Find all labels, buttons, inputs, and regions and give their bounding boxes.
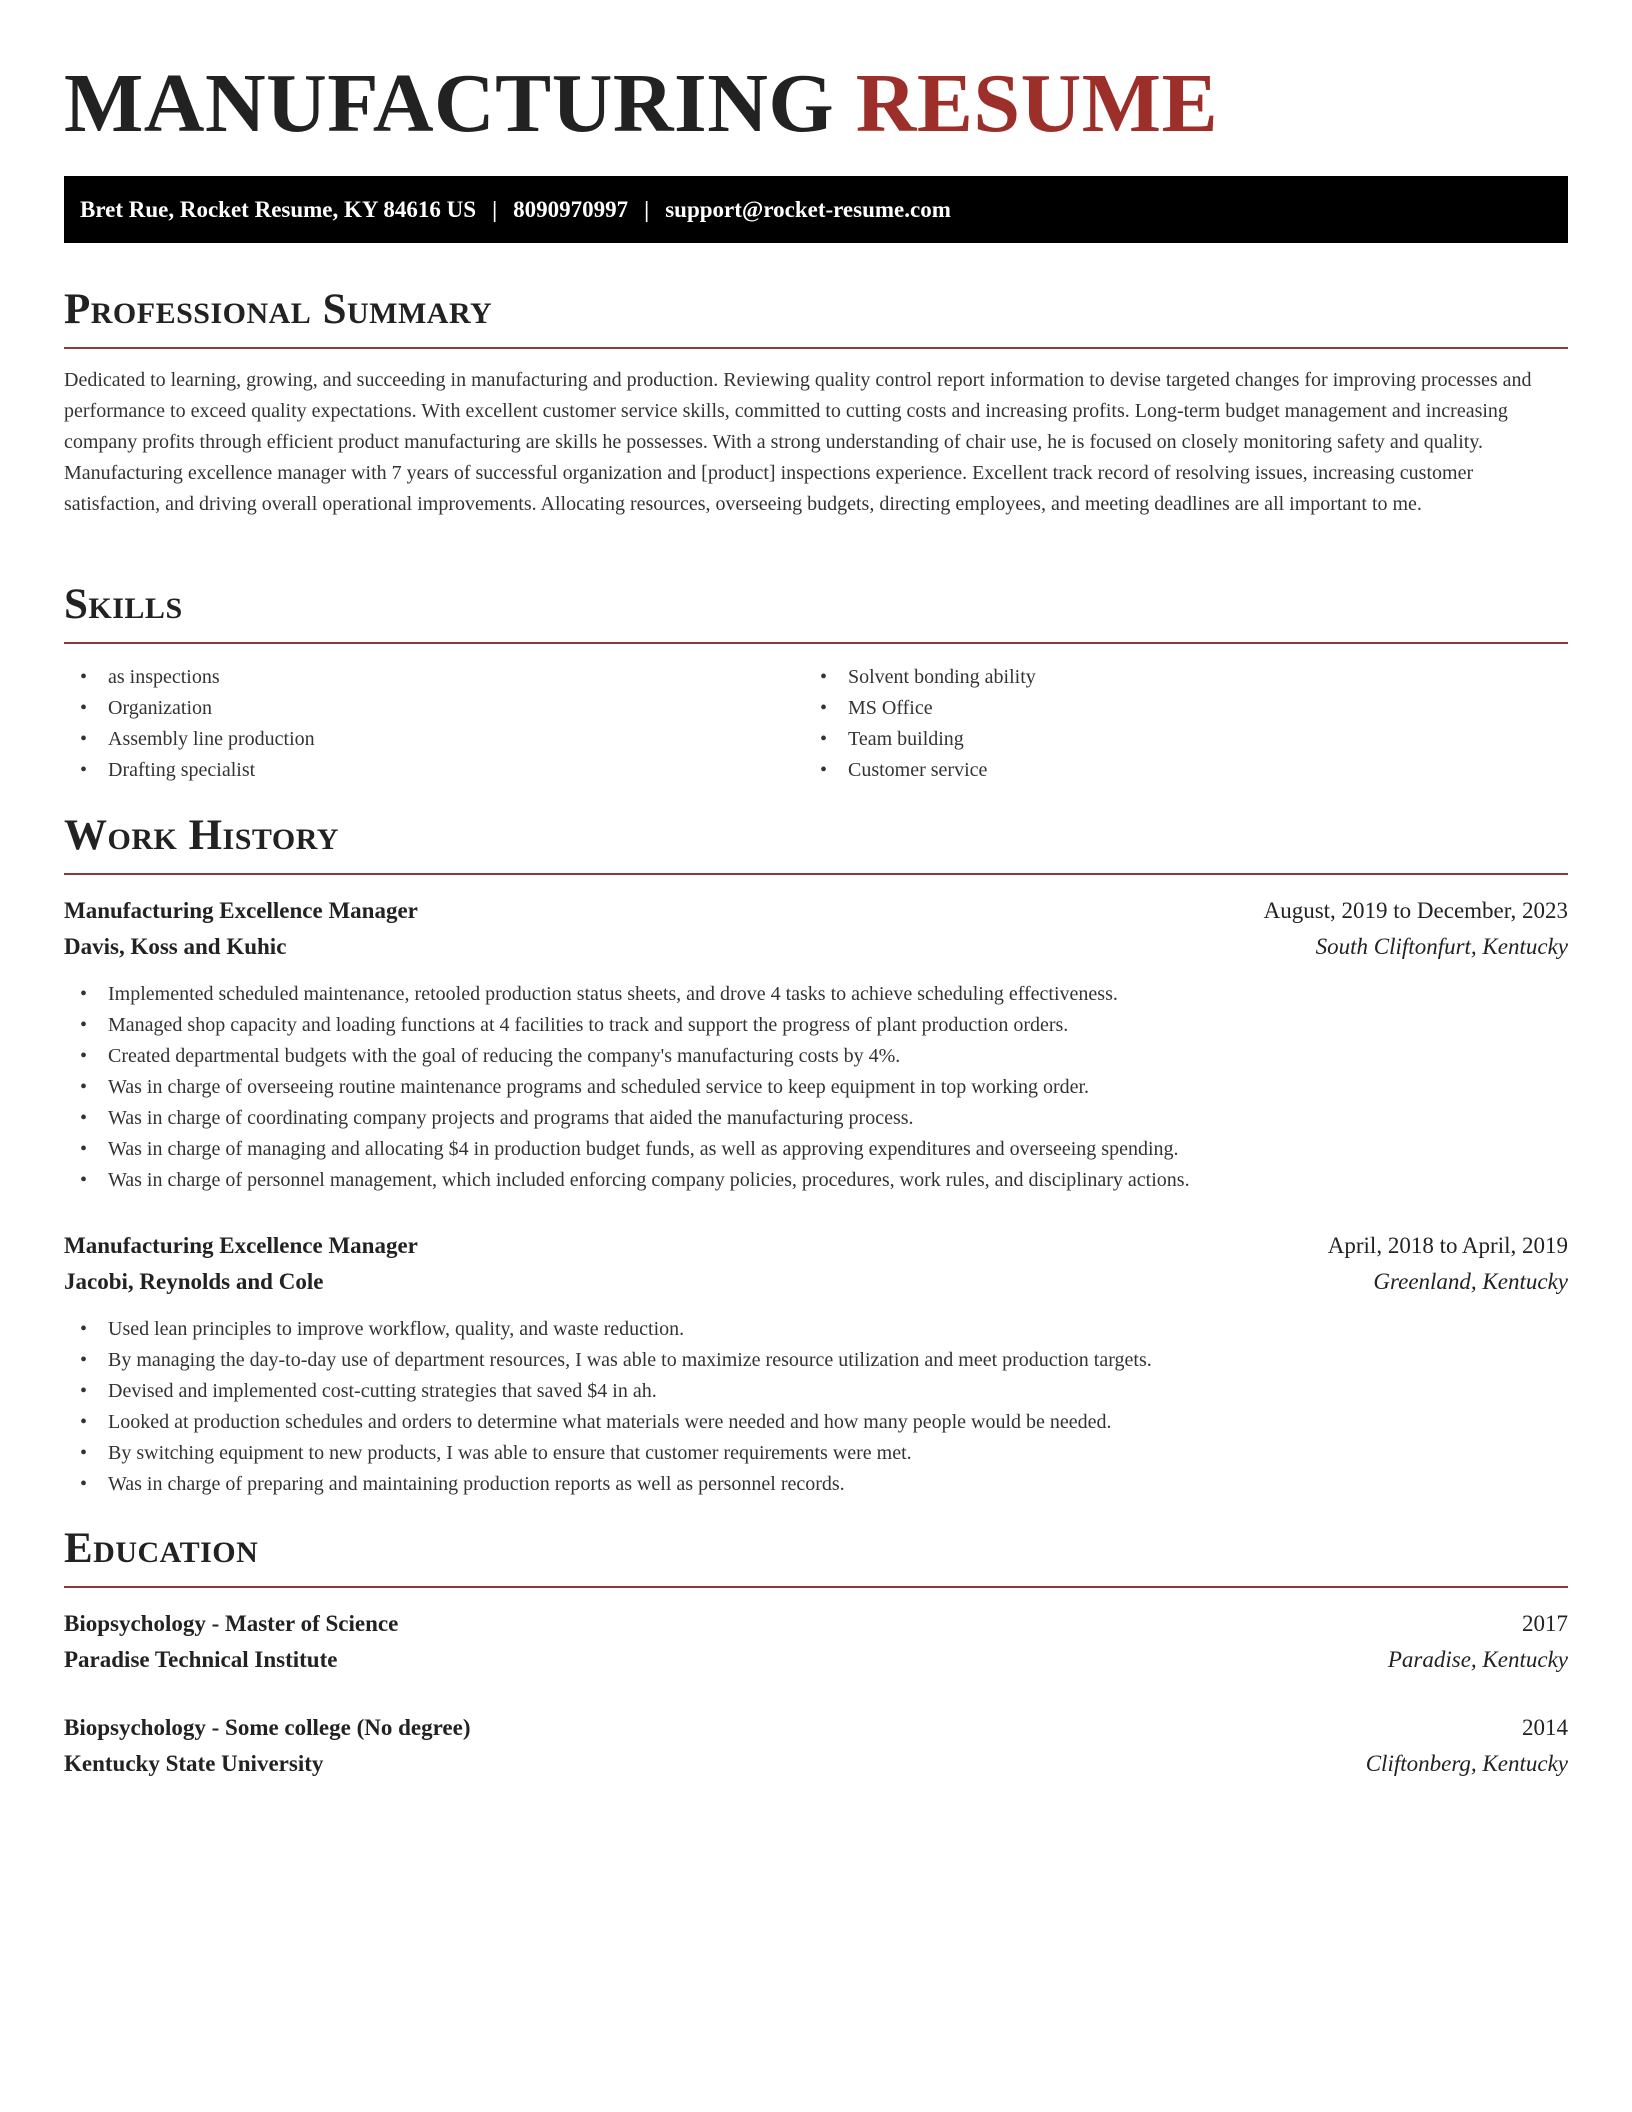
title-accent: RESUME <box>855 57 1219 150</box>
resume-title <box>64 56 1218 152</box>
skills-section <box>64 580 1568 786</box>
section-divider <box>64 347 1568 349</box>
job-bullet: • Looked at production schedules and orders to determine what materials were needed and how many people would be needed. <box>64 1407 1568 1438</box>
contact-address: Bret Rue, Rocket Resume, KY 84616 US <box>80 196 477 222</box>
summary-heading: Professional Summary <box>64 286 493 333</box>
skill-item: • Customer service <box>804 755 1544 786</box>
skill-item: • Organization <box>64 693 804 724</box>
work-history-section <box>64 811 1568 1500</box>
section-divider <box>64 873 1568 875</box>
job-bullet: • Was in charge of managing and allocating $4 in production budget funds, as well as approving expenditures and overseeing spending. <box>64 1134 1568 1165</box>
skills-column-left <box>64 662 804 786</box>
education-location: Cliftonberg, Kentucky <box>1365 1751 1568 1776</box>
job-bullet: • Was in charge of personnel management, which included enforcing company policies, procedures, work rules, and disciplinary actions. <box>64 1165 1568 1196</box>
skills-list <box>64 662 1568 786</box>
job-bullet: • Was in charge of coordinating company projects and programs that aided the manufacturing process. <box>64 1103 1568 1134</box>
skills-column-right <box>804 662 1544 786</box>
skill-item: • as inspections <box>64 662 804 693</box>
job-dates: April, 2018 to April, 2019 <box>1327 1233 1568 1258</box>
education-degree: Biopsychology - Some college (No degree) <box>64 1715 471 1740</box>
education-school: Paradise Technical Institute <box>64 1647 338 1672</box>
job-location: Greenland, Kentucky <box>1373 1269 1568 1294</box>
education-entry <box>64 1606 1568 1678</box>
work-history-heading: Work History <box>64 812 339 859</box>
education-entry <box>64 1710 1568 1782</box>
education-year: 2017 <box>1522 1611 1568 1636</box>
education-heading: Education <box>64 1525 259 1572</box>
job-title: Manufacturing Excellence Manager <box>64 898 418 923</box>
skill-item: • Assembly line production <box>64 724 804 755</box>
section-divider <box>64 1586 1568 1588</box>
job-dates: August, 2019 to December, 2023 <box>1263 898 1568 923</box>
education-year: 2014 <box>1522 1715 1568 1740</box>
job-bullets <box>64 1314 1568 1500</box>
contact-separator: | <box>644 196 650 222</box>
job-bullet: • Was in charge of preparing and maintaining production reports as well as personnel records. <box>64 1469 1568 1500</box>
job-bullet: • Implemented scheduled maintenance, retooled production status sheets, and drove 4 tasks to achieve scheduling effectiveness. <box>64 979 1568 1010</box>
job-bullet: • By switching equipment to new products, I was able to ensure that customer requirements were met. <box>64 1438 1568 1469</box>
summary-section <box>64 285 1568 520</box>
skill-item: • Team building <box>804 724 1544 755</box>
section-divider <box>64 642 1568 644</box>
job-bullet: • Managed shop capacity and loading functions at 4 facilities to track and support the progress of plant production orders. <box>64 1010 1568 1041</box>
skills-heading: Skills <box>64 581 183 628</box>
summary-text: Dedicated to learning, growing, and succeeding in manufacturing and production. Reviewing quality control report information to devise targeted changes for improving processes and performance to exceed quality expectations. With excellent customer service skills, committed to cutting costs and increasing profits. Long-term budget management and increasing company profits through efficient product manufacturing are skills he possesses. With a strong understanding of chair use, he is focused on closely monitoring safety and quality. Manufacturing excellence manager with 7 years of successful organization and [product] inspections experience. Excellent track record of resolving issues, increasing customer satisfaction, and driving overall operational improvements. Allocating resources, overseeing budgets, directing employees, and meeting deadlines are all important to me. <box>64 369 1532 515</box>
job-bullet: • Created departmental budgets with the goal of reducing the company's manufacturing costs by 4%. <box>64 1041 1568 1072</box>
education-section <box>64 1524 1568 1782</box>
job-company: Davis, Koss and Kuhic <box>64 934 287 959</box>
education-degree: Biopsychology - Master of Science <box>64 1611 399 1636</box>
job-bullet: • By managing the day-to-day use of department resources, I was able to maximize resource utilization and meet production targets. <box>64 1345 1568 1376</box>
job-entry <box>64 1228 1568 1500</box>
contact-phone: 8090970997 <box>513 196 629 222</box>
job-company: Jacobi, Reynolds and Cole <box>64 1269 324 1294</box>
contact-bar <box>64 176 1568 243</box>
job-bullet: • Devised and implemented cost-cutting strategies that saved $4 in ah. <box>64 1376 1568 1407</box>
job-bullet: • Was in charge of overseeing routine maintenance programs and scheduled service to keep equipment in top working order. <box>64 1072 1568 1103</box>
contact-email: support@rocket-resume.com <box>665 196 951 222</box>
title-main: MANUFACTURING <box>64 57 835 150</box>
job-entry <box>64 893 1568 1196</box>
job-bullets <box>64 979 1568 1196</box>
job-bullet: • Used lean principles to improve workflow, quality, and waste reduction. <box>64 1314 1568 1345</box>
skill-item: • Solvent bonding ability <box>804 662 1544 693</box>
job-title: Manufacturing Excellence Manager <box>64 1233 418 1258</box>
education-school: Kentucky State University <box>64 1751 324 1776</box>
skill-item: • Drafting specialist <box>64 755 804 786</box>
job-location: South Cliftonfurt, Kentucky <box>1315 934 1568 959</box>
skill-item: • MS Office <box>804 693 1544 724</box>
contact-separator: | <box>492 196 498 222</box>
education-location: Paradise, Kentucky <box>1387 1647 1568 1672</box>
